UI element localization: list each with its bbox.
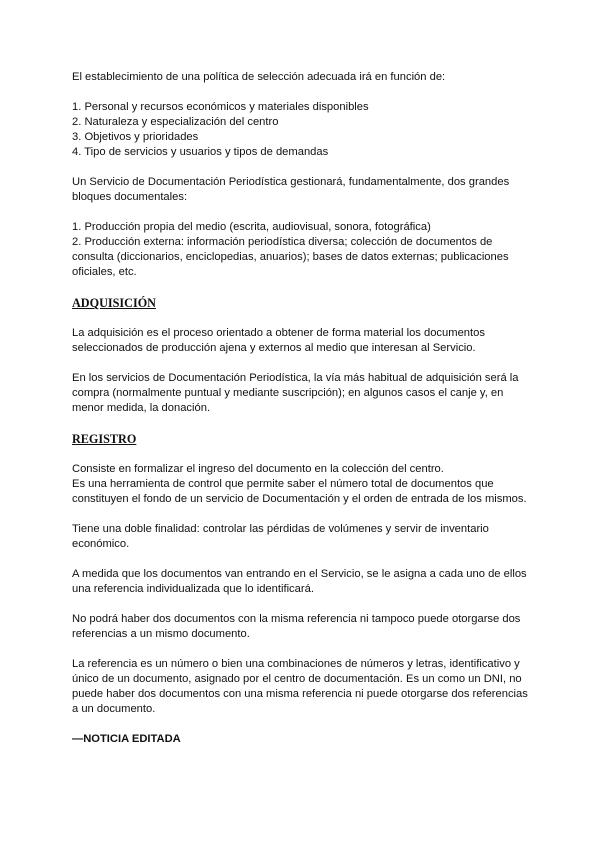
intro-paragraph: El establecimiento de una política de selección adecuada irá en función de: [72, 71, 446, 83]
adquisicion-paragraph-1: La adquisición es el proceso orientado a obtener de forma material los documentos seleccionados de producción ajena y externos al medio que interesan al Servicio. [72, 327, 485, 354]
intro-list-item-4: 4. Tipo de servicios y usuarios y tipos de demandas [72, 146, 329, 158]
section-heading-adquisicion: ADQUISICIÓN [72, 296, 156, 310]
blocks-list-item-2: 2. Producción externa: información periodística diversa; colección de documentos de consulta (diccionarios, enciclopedias, anuarios); bases de datos externas; publicaciones oficiales, etc. [72, 236, 509, 278]
document-page [72, 70, 532, 747]
blocks-paragraph: Un Servicio de Documentación Periodística gestionará, fundamentalmente, dos grandes bloques documentales: [72, 176, 510, 203]
registro-paragraph-4: No podrá haber dos documentos con la misma referencia ni tampoco puede otorgarse dos referencias a un mismo documento. [72, 613, 521, 640]
section-heading-registro: REGISTRO [72, 432, 137, 446]
intro-list-item-2: 2. Naturaleza y especialización del centro [72, 116, 279, 128]
registro-paragraph-5: La referencia es un número o bien una combinaciones de números y letras, identificativo y único de un documento, asignado por el centro de documentación. Es un como un DNI, no puede haber dos documentos con una misma referencia ni puede otorgarse dos referencias a un documento. [72, 658, 528, 715]
blocks-list-item-1: 1. Producción propia del medio (escrita, audiovisual, sonora, fotográfica) [72, 221, 431, 233]
edited-note: —NOTICIA EDITADA [72, 733, 181, 745]
intro-list-item-1: 1. Personal y recursos económicos y materiales disponibles [72, 101, 369, 113]
intro-list-item-3: 3. Objetivos y prioridades [72, 131, 199, 143]
registro-paragraph-3: A medida que los documentos van entrando en el Servicio, se le asigna a cada uno de ellos una referencia individualizada que lo identificará. [72, 568, 527, 595]
adquisicion-paragraph-2: En los servicios de Documentación Periodística, la vía más habitual de adquisición será la compra (normalmente puntual y mediante suscripción); en algunos casos el canje y, en menor medida, la donación. [72, 372, 519, 414]
registro-paragraph-1-line-1: Consiste en formalizar el ingreso del documento en la colección del centro. [72, 463, 444, 475]
registro-paragraph-1-line-2: Es una herramienta de control que permite saber el número total de documentos que constituyen el fondo de un servicio de Documentación y el orden de entrada de los mismos. [72, 478, 527, 505]
registro-paragraph-2: Tiene una doble finalidad: controlar las pérdidas de volúmenes y servir de inventario económico. [72, 523, 489, 550]
